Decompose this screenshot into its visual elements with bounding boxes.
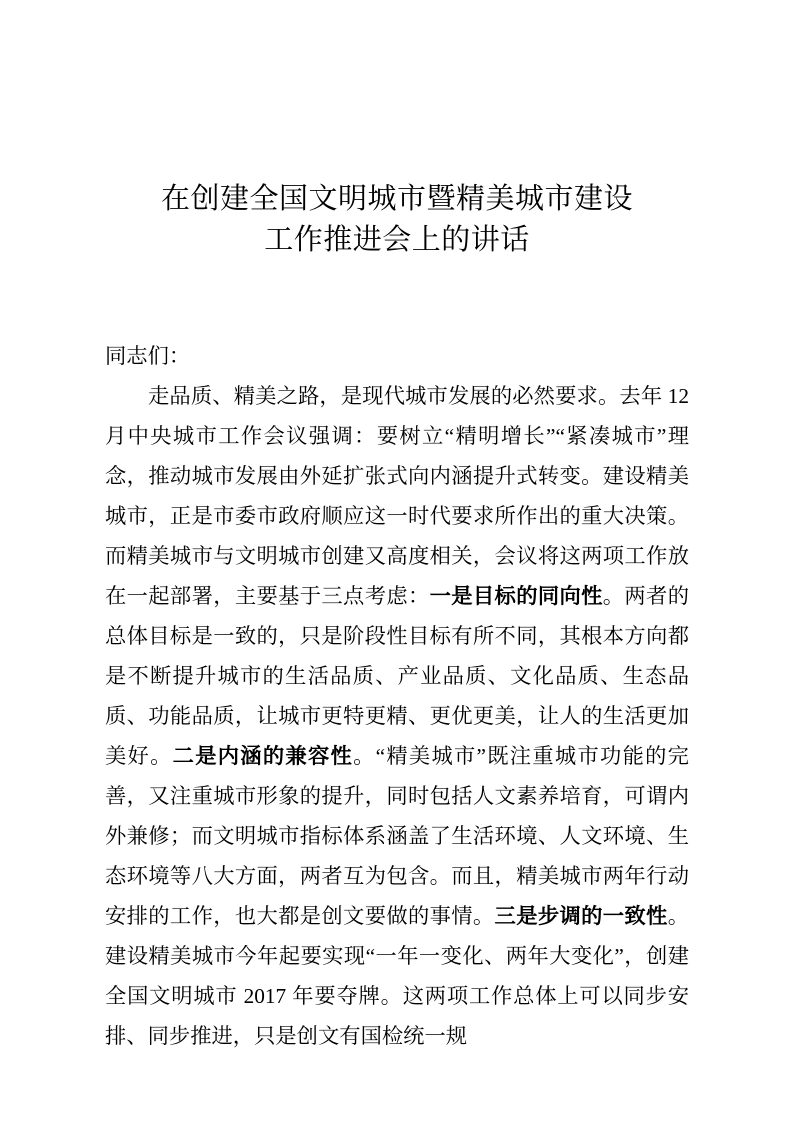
paragraph-run-7: 。建设精美城市今年起要实现“一年一变化、两年大变化”，创建全国文明城市 2017 年要夺牌。这两项工作总体上可以同步安排、同步推进，只是创文有国检统一规 — [105, 904, 689, 1048]
paragraph-run-3: 。两者的总体目标是一致的，只是阶段性目标有所不同，其根本方向都是不断提升城市的生活品质、产业品质、文化品质、生态品质、功能品质，让城市更特更精、更优更美，让人的生活更加美好。 — [105, 584, 689, 768]
body-paragraph — [105, 376, 689, 1056]
document-title-line-1: 在创建全国文明城市暨精美城市建设 — [160, 183, 633, 215]
paragraph-run-5: 。“精美城市”既注重城市功能的完善，又注重城市形象的提升，同时包括人文素养培育，可谓内外兼修；而文明城市指标体系涵盖了生活环境、人文环境、生态环境等八大方面，两者互为包含。而且，精美城市两年行动安排的工作，也大都是创文要做的事情。 — [105, 744, 689, 928]
paragraph-run-1: 走品质、精美之路，是现代城市发展的必然要求。去年 12 月中央城市工作会议强调：要树立“精明增长”“紧凑城市”理念，推动城市发展由外延扩张式向内涵提升式转变。建设精美城市，正是市委市政府顺应这一时代要求所作出的重大决策。而精美城市与文明城市创建又高度相关，会议将这两项工作放在一起部署，主要基于三点考虑： — [105, 384, 689, 608]
paragraph-run-4-bold-heading: 二是内涵的兼容性 — [172, 744, 354, 768]
paragraph-run-6-bold-heading: 三是步调的一致性 — [494, 904, 668, 928]
paragraph-run-2-bold-heading: 一是目标的同向性 — [429, 584, 603, 608]
document-title-line-2: 工作推进会上的讲话 — [264, 224, 530, 256]
document-title — [105, 179, 689, 261]
salutation: 同志们： — [105, 344, 191, 368]
